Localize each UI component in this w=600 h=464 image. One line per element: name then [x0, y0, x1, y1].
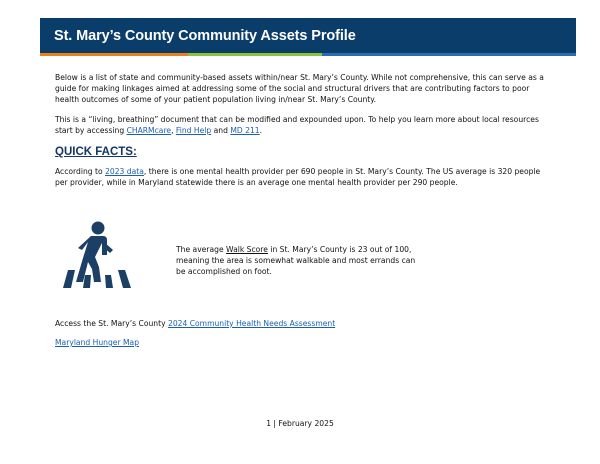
maryland-hunger-map-link[interactable]: Maryland Hunger Map	[55, 338, 140, 347]
walk-score-term: Walk Score	[226, 245, 268, 254]
accent-rule-orange	[40, 53, 188, 56]
pedestrian-crosswalk-icon	[55, 220, 133, 290]
walk-description: in St. Mary’s County is 23 out of 100, meaning the area is somewhat walkable and most errands can be accomplished on foot.	[176, 245, 416, 276]
page-header-banner	[40, 18, 576, 53]
fact-text: , there is one mental health provider per 690 people in St. Mary’s County. The US average is 320 people per provider, while in Maryland statewide there is an average one mental health provider per 290 people.	[55, 167, 541, 187]
page-title: St. Mary’s County Community Assets Profile	[54, 27, 356, 44]
resources-paragraph	[55, 114, 545, 136]
2023-data-link[interactable]: 2023 data	[105, 167, 144, 176]
separator: ,	[171, 126, 176, 135]
quick-facts-heading: QUICK FACTS:	[55, 146, 137, 158]
page-footer: 1 | February 2025	[266, 419, 334, 428]
access-prefix: Access the St. Mary’s County	[55, 319, 168, 328]
walk-score-text	[176, 244, 420, 277]
charmcare-link[interactable]: CHARMcare	[126, 126, 172, 135]
period: .	[259, 126, 263, 135]
walk-prefix: The average	[176, 245, 227, 254]
separator: and	[211, 126, 231, 135]
chna-access-line	[55, 319, 335, 328]
accent-rule-green	[188, 53, 322, 56]
chna-link[interactable]: 2024 Community Health Needs Assessment	[167, 319, 336, 328]
accent-rule-blue	[322, 53, 576, 56]
md-211-link[interactable]: MD 211	[230, 126, 260, 135]
hunger-map-line	[55, 338, 139, 347]
fact-prefix: According to	[55, 167, 106, 176]
intro-paragraph: Below is a list of state and community-based assets within/near St. Mary’s County. While not comprehensive, this can serve as a guide for making linkages aimed at addressing some of the social and structural drivers that are contributing factors to poor health outcomes of some of your patient population living in/near St. Mary’s County.	[55, 73, 544, 104]
resources-text: This is a “living, breathing” document that can be modified and expounded upon. To help you learn more about local resources start by accessing	[55, 115, 539, 135]
find-help-link[interactable]: Find Help	[175, 126, 212, 135]
mental-health-fact	[55, 166, 545, 188]
